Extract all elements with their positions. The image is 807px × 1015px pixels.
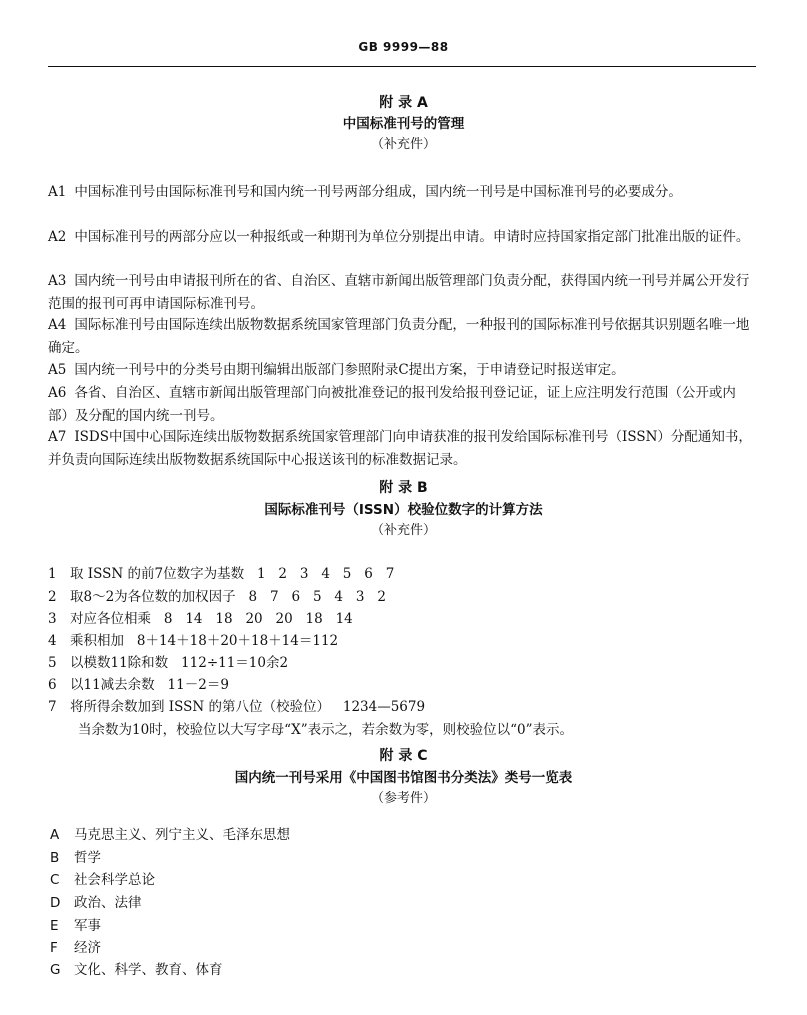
class-name: 政治、法律 xyxy=(74,895,142,911)
appendix-b-subtitle: 国际标准刊号（ISSN）校验位数字的计算方法 xyxy=(264,502,543,518)
appendix-c-note: （参考件） xyxy=(370,791,436,806)
clause-text: 中国标准刊号的两部分应以一种报纸或一种期刊为单位分别提出申请。申请时应持国家指定部门批准出版的证件。 xyxy=(74,229,750,245)
step-number: 6 xyxy=(48,677,57,693)
clause-text: 国内统一刊号中的分类号由期刊编辑出版部门参照附录C提出方案，于申请登记时报送审定。 xyxy=(74,362,625,378)
class-item-c xyxy=(50,868,155,888)
step-number: 2 xyxy=(48,589,57,605)
class-item-b xyxy=(50,846,101,866)
class-name: 哲学 xyxy=(74,850,101,866)
step-7 xyxy=(48,695,425,715)
appendix-a-note: （补充件） xyxy=(370,137,436,152)
clause-a2 xyxy=(48,226,754,249)
appendix-c-subtitle: 国内统一刊号采用《中国图书馆图书分类法》类号一览表 xyxy=(234,770,573,786)
class-name: 文化、科学、教育、体育 xyxy=(74,962,223,978)
step-text: 乘积相加 8＋14＋18＋20＋18＋14＝112 xyxy=(70,633,339,649)
step-number: 1 xyxy=(48,566,57,582)
check-digit-remark: 当余数为10时，校验位以大写字母“X”表示之，若余数为零，则校验位以“0”表示。 xyxy=(78,722,573,738)
clause-text: ISDS中国中心国际连续出版物数据系统国家管理部门向申请获准的报刊发给国际标准刊号（ISSN）分配通知书，并负责向国际连续出版物数据系统国际中心报送该刊的标准数据记录。 xyxy=(48,429,752,468)
step-5 xyxy=(48,651,288,671)
step-1 xyxy=(48,562,394,582)
step-6 xyxy=(48,673,229,693)
clause-label: A2 xyxy=(48,229,67,245)
clause-text: 国内统一刊号由申请报刊所在的省、自治区、直辖市新闻出版管理部门负责分配，获得国内统一刊号并属公开发行范围的报刊可再申请国际标准刊号。 xyxy=(48,273,750,312)
class-name: 马克思主义、列宁主义、毛泽东思想 xyxy=(74,827,290,843)
step-3 xyxy=(48,607,353,627)
step-text: 取 ISSN 的前7位数字为基数 1 2 3 4 5 6 7 xyxy=(70,566,395,582)
class-item-e xyxy=(50,914,101,934)
step-text: 将所得余数加到 ISSN 的第八位（校验位） 1234—5679 xyxy=(70,699,426,715)
clause-label: A1 xyxy=(48,184,67,200)
class-item-d xyxy=(50,891,142,911)
clause-text: 各省、自治区、直辖市新闻出版管理部门向被批准登记的报刊发给报刊登记证，证上应注明发行范围（公开或内部）及分配的国内统一刊号。 xyxy=(48,385,736,424)
clause-label: A7 xyxy=(48,429,67,445)
class-item-g xyxy=(50,958,223,978)
appendix-a-subtitle: 中国标准刊号的管理 xyxy=(342,116,465,132)
class-code: B xyxy=(50,850,60,866)
clause-label: A4 xyxy=(48,317,67,333)
class-code: G xyxy=(50,962,61,978)
clause-a3 xyxy=(48,270,754,316)
class-name: 经济 xyxy=(74,940,101,956)
step-number: 7 xyxy=(48,699,57,715)
clause-a5 xyxy=(48,359,754,382)
clause-text: 国际标准刊号由国际连续出版物数据系统国家管理部门负责分配，一种报刊的国际标准刊号依据其识别题名唯一地确定。 xyxy=(48,317,750,356)
clause-a4 xyxy=(48,314,754,360)
appendix-c-title: 附 录 C xyxy=(379,748,428,764)
step-number: 4 xyxy=(48,633,57,649)
class-name: 军事 xyxy=(74,918,101,934)
clause-label: A3 xyxy=(48,273,67,289)
clause-label: A6 xyxy=(48,385,67,401)
appendix-b-note: （补充件） xyxy=(370,523,436,538)
step-4 xyxy=(48,629,338,649)
step-number: 3 xyxy=(48,611,57,627)
clause-a6 xyxy=(48,382,754,428)
class-item-f xyxy=(50,936,101,956)
step-2 xyxy=(48,585,386,605)
clause-a1 xyxy=(48,181,754,204)
clause-a7 xyxy=(48,426,754,472)
step-text: 以模数11除和数 112÷11＝10余2 xyxy=(70,655,289,671)
clause-text: 中国标准刊号由国际标准刊号和国内统一刊号两部分组成，国内统一刊号是中国标准刊号的必要成分。 xyxy=(74,184,682,200)
class-code: D xyxy=(50,895,61,911)
class-name: 社会科学总论 xyxy=(74,872,155,888)
class-code: F xyxy=(50,940,58,956)
class-code: A xyxy=(50,827,60,843)
clause-label: A5 xyxy=(48,362,67,378)
header-rule xyxy=(48,66,756,67)
step-text: 取8～2为各位数的加权因子 8 7 6 5 4 3 2 xyxy=(70,589,386,605)
appendix-a-title: 附 录 A xyxy=(379,95,428,111)
class-code: C xyxy=(50,872,60,888)
class-item-a xyxy=(50,823,290,843)
class-code: E xyxy=(50,918,59,934)
step-text: 以11减去余数 11－2＝9 xyxy=(70,677,229,693)
standard-code-header: GB 9999—88 xyxy=(358,40,449,54)
step-number: 5 xyxy=(48,655,57,671)
appendix-b-title: 附 录 B xyxy=(379,480,428,496)
step-text: 对应各位相乘 8 14 18 20 20 18 14 xyxy=(70,611,353,627)
